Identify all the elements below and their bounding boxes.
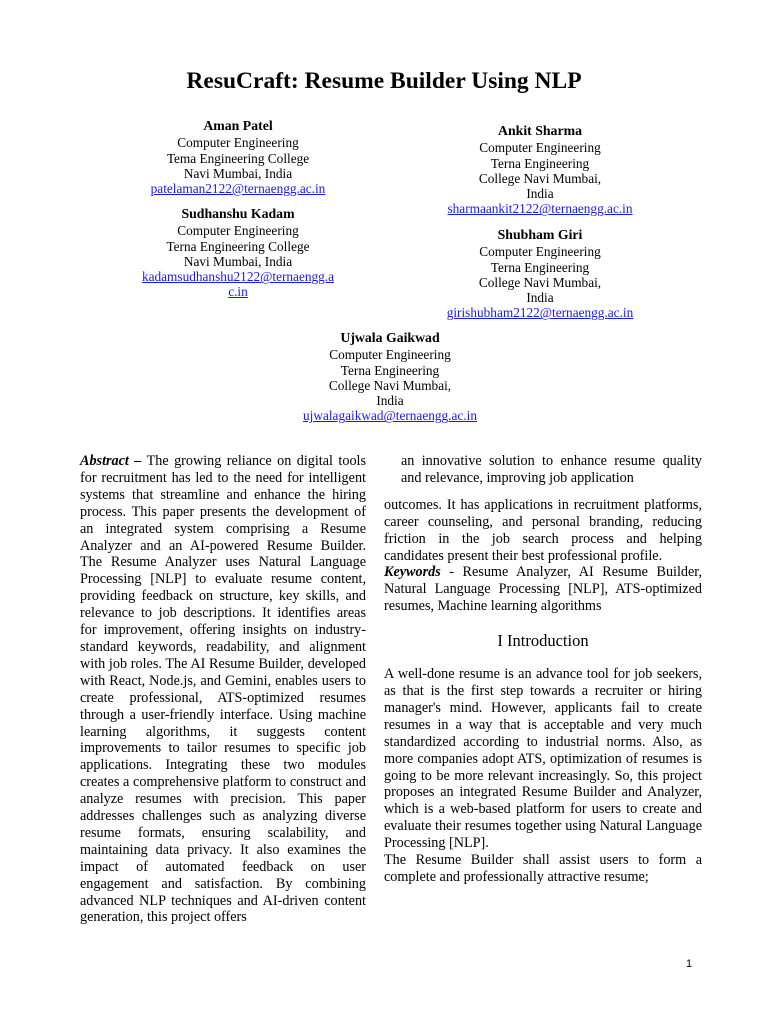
author-affiliation: College Navi Mumbai, [328,377,452,393]
author-affiliation: Computer Engineering [177,135,299,151]
left-column [80,453,366,926]
abstract-paragraph [80,453,366,926]
page-number: 1 [686,958,693,970]
author-affiliation: Computer Engineering [329,347,451,363]
author-affiliation: Terna Engineering College [166,238,310,254]
author-affiliation: Computer Engineering [177,223,299,239]
author-affiliation: Computer Engineering [479,244,601,260]
section-heading-introduction: I Introduction [497,631,589,651]
author-name: Ankit Sharma [498,123,582,138]
author-affiliation: Terna Engineering [490,259,590,275]
author-email-link[interactable]: sharmaankit2122@ternaengg.ac.in [447,201,633,217]
right-column [384,453,702,886]
author-email-link[interactable]: c.in [228,284,248,300]
author-affiliation: India [376,393,404,409]
author-block-shubham-giri [420,227,660,321]
author-name: Aman Patel [203,118,273,133]
author-email-link[interactable]: ujwalagaikwad@ternaengg.ac.in [303,408,477,424]
author-block-aman-patel [118,118,358,196]
keywords-paragraph [384,564,702,615]
paper-title: ResuCraft: Resume Builder Using NLP [186,68,582,94]
author-affiliation: Terna Engineering [490,155,590,171]
abstract-bullet-continuation: an innovative solution to enhance resume quality and relevance, improving job application [401,453,702,486]
author-affiliation: India [526,290,554,306]
author-affiliation: Navi Mumbai, India [183,165,293,181]
abstract-continuation: outcomes. It has applications in recruitment platforms, career counseling, and personal branding, reducing friction in the job search process and helping candidates present their best professional profile. [384,496,702,564]
keywords-label: Keywords [384,564,441,581]
abstract-label: Abstract – [80,453,142,469]
introduction-paragraph: A well-done resume is an advance tool for job seekers, as that is the first step towards a recruiter or hiring manager's mind. However, applicants fail to create resumes in a way that is acceptable and very much standardized according to industrial norms. Also, as more companies adopt ATS, optimization of resumes is going to be more relevant increasingly. So, this project proposes an integrated Resume Builder and Analyzer, which is a web-based platform for users to create and evaluate their resumes together using Natural Language Processing [NLP]. [384,666,702,852]
author-affiliation: Navi Mumbai, India [183,253,293,269]
author-affiliation: College Navi Mumbai, [478,170,602,186]
author-block-sudhanshu-kadam [118,206,358,300]
author-affiliation: India [526,186,554,202]
author-name: Sudhanshu Kadam [181,206,295,221]
author-affiliation: Terna Engineering [340,362,440,378]
introduction-paragraph: The Resume Builder shall assist users to form a complete and professionally attractive resume; [384,852,702,885]
keywords-text: - Resume Analyzer, AI Resume Builder, Natural Language Processing [NLP], ATS-optimized resumes, Machine learning algorithms [384,564,703,615]
author-email-link[interactable]: kadamsudhanshu2122@ternaengg.a [141,269,335,285]
author-name: Ujwala Gaikwad [340,330,440,345]
author-affiliation: Tema Engineering College [166,150,310,166]
author-block-ujwala-gaikwad [270,330,510,424]
author-affiliation: Computer Engineering [479,140,601,156]
author-block-ankit-sharma [420,123,660,217]
author-affiliation: College Navi Mumbai, [478,274,602,290]
author-email-link[interactable]: girishubham2122@ternaengg.ac.in [446,305,634,321]
author-name: Shubham Giri [497,227,583,242]
author-email-link[interactable]: patelaman2122@ternaengg.ac.in [150,181,326,197]
abstract-text: The growing reliance on digital tools for recruitment has led to the need for intelligent systems that streamline and enhance the hiring process. This paper presents the development of an integrated system comprising a Resume Analyzer and an AI-powered Resume Builder. The Resume Analyzer uses Natural Language Processing [NLP] to evaluate resume content, providing feedback on structure, key skills, and relevance to job descriptions. It identifies areas for improvement, offering insights on industry-standard keywords, readability, and alignment with job roles. The AI Resume Builder, developed with React, Node.js, and Gemini, enables users to create professional, ATS-optimized resumes through a user-friendly interface. Using machine learning algorithms, it suggests content improvements to tailor resumes to specific job applications. Integrating these two modules creates a comprehensive platform to construct and analyze resumes with precision. This paper addresses challenges such as analyzing diverse resume formats, ensuring scalability, and maintaining data privacy. It also examines the impact of automated feedback on user engagement and satisfaction. By combining advanced NLP techniques and AI-driven content generation, this project offers [80,453,367,926]
